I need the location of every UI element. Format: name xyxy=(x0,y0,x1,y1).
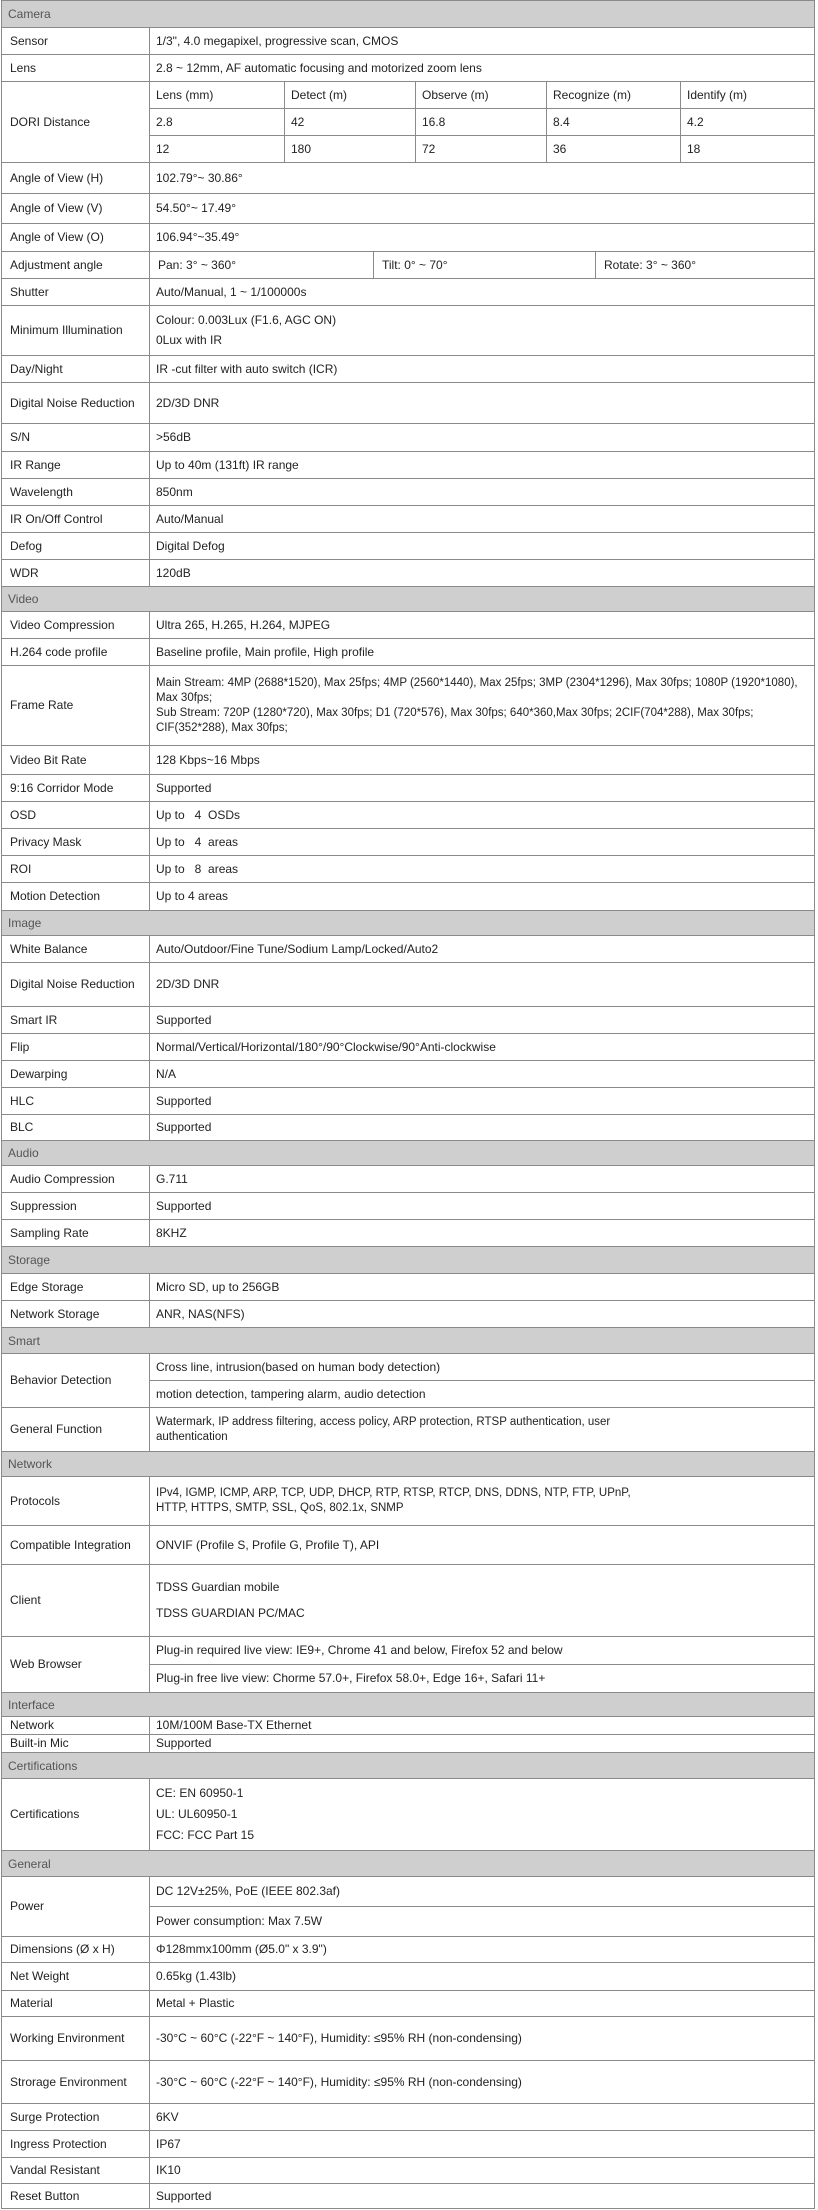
row-value: DC 12V±25%, PoE (IEEE 802.3af) xyxy=(156,1884,341,1898)
row-value: IK10 xyxy=(156,2163,181,2177)
row-value: Micro SD, up to 256GB xyxy=(156,1279,280,1294)
row-white-balance xyxy=(1,935,815,962)
dori-cell: 42 xyxy=(284,109,415,135)
row-label: ROI xyxy=(2,856,150,882)
row-network-storage xyxy=(1,1300,815,1327)
section-title: Storage xyxy=(8,1253,51,1267)
row-value: Up to 8 areas xyxy=(156,861,239,876)
row-label: Digital Noise Reduction xyxy=(2,383,150,423)
row-label: Angle of View (V) xyxy=(2,194,150,223)
row-label: IR Range xyxy=(2,452,150,478)
row-value: motion detection, tampering alarm, audio detection xyxy=(150,1380,814,1407)
row-value: 2D/3D DNR xyxy=(156,395,220,410)
row-label: 9:16 Corridor Mode xyxy=(2,775,150,801)
row-audio-compression xyxy=(1,1165,815,1192)
dori-header-row xyxy=(150,82,814,108)
row-label: S/N xyxy=(2,424,150,451)
row-privacy-mask xyxy=(1,828,815,855)
section-title: Network xyxy=(8,1457,53,1471)
row-roi xyxy=(1,855,815,882)
row-value: Supported xyxy=(156,2189,212,2203)
section-storage xyxy=(1,1246,815,1273)
row-value: 10M/100M Base-TX Ethernet xyxy=(156,1718,312,1732)
row-value: Supported xyxy=(156,780,212,795)
dori-cell: 2.8 xyxy=(156,115,173,129)
row-value: IP67 xyxy=(156,2136,181,2151)
row-value: 8KHZ xyxy=(156,1225,187,1240)
row-compatible-integration xyxy=(1,1525,815,1564)
row-sensor xyxy=(1,27,815,54)
row-client xyxy=(1,1564,815,1636)
section-title: Image xyxy=(8,916,42,930)
section-title: Video xyxy=(8,592,39,606)
row-label: Lens xyxy=(2,55,150,81)
row-label: Reset Button xyxy=(2,2184,150,2209)
row-label: Sensor xyxy=(2,28,150,54)
section-interface xyxy=(1,1692,815,1716)
row-label: Digital Noise Reduction xyxy=(2,963,150,1006)
row-osd xyxy=(1,801,815,828)
row-corridor-mode xyxy=(1,774,815,801)
row-label: Built-in Mic xyxy=(2,1735,150,1752)
dori-header: Lens (mm) xyxy=(156,88,214,102)
table-bottom-border xyxy=(1,2208,815,2209)
row-label: Motion Detection xyxy=(2,883,150,910)
row-shutter xyxy=(1,278,815,305)
dori-cell: 16.8 xyxy=(415,109,546,135)
adjust-tilt: Tilt: 0° ~ 70° xyxy=(373,252,595,278)
row-motion-detection xyxy=(1,882,815,910)
dori-cell: 18 xyxy=(680,136,814,162)
row-value: Supported xyxy=(156,1120,212,1134)
row-defog xyxy=(1,532,815,559)
dori-cell: 72 xyxy=(415,136,546,162)
row-value: Main Stream: 4MP (2688*1520), Max 25fps; 4MP (2560*1440), Max 25fps; 3MP (2304*1296), Max 30fps; 1080P (1920*1080), Max 30fps; Sub Stream: 720P (1280*720), Max 30fps; D1 (720*576), Max 30fps; 640*360,Max 30fps; 2CIF(704*288), Max 30fps; CIF(352*288), Max 30fps; xyxy=(156,676,798,734)
row-wavelength xyxy=(1,478,815,505)
dori-header: Recognize (m) xyxy=(546,82,680,108)
row-value: Supported xyxy=(156,1736,212,1750)
row-label: Strorage Environment xyxy=(2,2061,150,2103)
row-value: IPv4, IGMP, ICMP, ARP, TCP, UDP, DHCP, RTP, RTSP, RTCP, DNS, DDNS, NTP, FTP, UPnP, HTTP, HTTPS, SMTP, SSL, QoS, 802.1x, SNMP xyxy=(156,1487,631,1514)
dori-grid xyxy=(150,82,814,162)
row-label: IR On/Off Control xyxy=(2,506,150,532)
row-label: Day/Night xyxy=(2,356,150,382)
row-value: 2D/3D DNR xyxy=(156,977,220,991)
row-label: Sampling Rate xyxy=(2,1220,150,1246)
row-value: -30°C ~ 60°C (-22°F ~ 140°F), Humidity: ≤95% RH (non-condensing) xyxy=(156,2031,522,2045)
row-label: Material xyxy=(2,1991,150,2016)
section-title: Interface xyxy=(8,1697,55,1712)
section-camera xyxy=(1,0,815,27)
row-lens xyxy=(1,54,815,81)
row-h264-profile xyxy=(1,638,815,665)
row-wdr xyxy=(1,559,815,586)
row-label: Privacy Mask xyxy=(2,829,150,855)
row-dimensions xyxy=(1,1936,815,1962)
row-value: UL: UL60950-1 xyxy=(156,1807,238,1821)
row-label: Vandal Resistant xyxy=(2,2158,150,2183)
row-value: TDSS Guardian mobile xyxy=(156,1580,280,1595)
row-video-compression xyxy=(1,611,815,638)
row-value: 6KV xyxy=(156,2109,179,2124)
dori-row xyxy=(150,108,814,135)
row-value: 54.50°~ 17.49° xyxy=(156,201,236,215)
row-value: N/A xyxy=(156,1066,177,1081)
row-value: Up to 4 areas xyxy=(156,834,239,849)
row-label: Suppression xyxy=(2,1193,150,1219)
row-value: Plug-in free live view: Chorme 57.0+, Firefox 58.0+, Edge 16+, Safari 11+ xyxy=(150,1664,814,1692)
row-label: Angle of View (H) xyxy=(2,163,150,193)
row-value: CE: EN 60950-1 xyxy=(156,1786,244,1800)
row-label: Edge Storage xyxy=(2,1274,150,1300)
section-image xyxy=(1,910,815,935)
row-smart-ir xyxy=(1,1006,815,1033)
row-protocols xyxy=(1,1476,815,1525)
row-reset-button xyxy=(1,2183,815,2209)
row-vandal-resistant xyxy=(1,2157,815,2183)
dori-cell: 12 xyxy=(156,142,170,156)
row-label: Client xyxy=(2,1565,150,1636)
row-value: -30°C ~ 60°C (-22°F ~ 140°F), Humidity: ≤95% RH (non-condensing) xyxy=(156,2074,522,2089)
row-label: Dimensions (Ø x H) xyxy=(2,1937,150,1962)
row-value: Φ128mmx100mm (Ø5.0" x 3.9") xyxy=(156,1942,327,1956)
row-power xyxy=(1,1876,815,1936)
row-label: Web Browser xyxy=(2,1637,150,1692)
row-value: 0.65kg (1.43lb) xyxy=(156,1969,237,1983)
row-label: Protocols xyxy=(2,1477,150,1525)
row-value: 106.94°~35.49° xyxy=(156,230,240,244)
row-value: Auto/Manual xyxy=(156,511,224,526)
section-video xyxy=(1,586,815,611)
row-value: Cross line, intrusion(based on human body detection) xyxy=(156,1359,441,1374)
dori-cell: 180 xyxy=(284,136,415,162)
row-interface-network xyxy=(1,1716,815,1734)
row-label: OSD xyxy=(2,802,150,828)
row-material xyxy=(1,1990,815,2016)
row-label: White Balance xyxy=(2,936,150,962)
row-general-function xyxy=(1,1407,815,1451)
row-label: Audio Compression xyxy=(2,1166,150,1192)
row-ingress-protection xyxy=(1,2130,815,2157)
row-value: Ultra 265, H.265, H.264, MJPEG xyxy=(156,617,331,632)
row-dori-distance xyxy=(1,81,815,162)
row-sampling-rate xyxy=(1,1219,815,1246)
row-label: Wavelength xyxy=(2,479,150,505)
section-general xyxy=(1,1850,815,1876)
row-label: Video Bit Rate xyxy=(2,746,150,774)
row-value: TDSS GUARDIAN PC/MAC xyxy=(156,1605,305,1620)
row-value: 1/3", 4.0 megapixel, progressive scan, CMOS xyxy=(156,33,399,48)
row-label: Dewarping xyxy=(2,1061,150,1087)
adjust-rotate: Rotate: 3° ~ 360° xyxy=(595,252,814,278)
row-dewarping xyxy=(1,1060,815,1087)
row-value: Up to 40m (131ft) IR range xyxy=(156,457,299,472)
row-value: G.711 xyxy=(156,1171,188,1186)
row-angle-view-o xyxy=(1,223,815,251)
row-value: Up to 4 areas xyxy=(156,889,229,903)
row-label: Working Environment xyxy=(2,2017,150,2060)
row-value: Auto/Manual, 1 ~ 1/100000s xyxy=(156,284,307,299)
row-value: 0Lux with IR xyxy=(156,332,223,347)
section-network xyxy=(1,1451,815,1476)
row-behavior-detection xyxy=(1,1353,815,1407)
row-label: Angle of View (O) xyxy=(2,224,150,251)
row-value: Metal + Plastic xyxy=(156,1996,235,2010)
row-storage-environment xyxy=(1,2060,815,2103)
row-label: Net Weight xyxy=(2,1963,150,1990)
row-suppression xyxy=(1,1192,815,1219)
row-value: Supported xyxy=(156,1093,212,1108)
row-label: Behavior Detection xyxy=(2,1354,150,1407)
row-label: Network xyxy=(2,1717,150,1734)
row-label: Adjustment angle xyxy=(2,252,150,278)
row-value: 120dB xyxy=(156,565,191,580)
section-title: Certifications xyxy=(8,1758,78,1773)
row-value: Colour: 0.003Lux (F1.6, AGC ON) xyxy=(156,313,337,328)
row-value: Plug-in required live view: IE9+, Chrome 41 and below, Firefox 52 and below xyxy=(156,1643,563,1657)
row-value: 850nm xyxy=(156,484,193,499)
row-value: FCC: FCC Part 15 xyxy=(156,1828,255,1842)
row-label: Network Storage xyxy=(2,1301,150,1327)
row-builtin-mic xyxy=(1,1734,815,1752)
row-label: Frame Rate xyxy=(2,666,150,745)
row-value: Normal/Vertical/Horizontal/180°/90°Clockwise/90°Anti-clockwise xyxy=(156,1039,496,1054)
row-ir-control xyxy=(1,505,815,532)
row-value: Supported xyxy=(156,1012,212,1027)
row-value: 2.8 ~ 12mm, AF automatic focusing and motorized zoom lens xyxy=(156,60,482,75)
section-certifications xyxy=(1,1752,815,1778)
row-label: Ingress Protection xyxy=(2,2131,150,2157)
section-title: General xyxy=(8,1856,51,1871)
row-hlc xyxy=(1,1087,815,1114)
row-value: Digital Defog xyxy=(156,538,225,553)
row-label: Video Compression xyxy=(2,612,150,638)
row-value: ONVIF (Profile S, Profile G, Profile T), API xyxy=(156,1537,380,1552)
row-label: Flip xyxy=(2,1034,150,1060)
row-min-illumination xyxy=(1,305,815,355)
row-label: Compatible Integration xyxy=(2,1526,150,1564)
row-surge-protection xyxy=(1,2103,815,2130)
row-label: Shutter xyxy=(2,279,150,305)
row-label: H.264 code profile xyxy=(2,639,150,665)
row-angle-view-h xyxy=(1,162,815,193)
section-smart xyxy=(1,1327,815,1353)
row-day-night xyxy=(1,355,815,382)
row-image-dnr xyxy=(1,962,815,1006)
row-value: Up to 4 OSDs xyxy=(156,807,241,822)
spec-table xyxy=(1,0,817,2210)
row-value: 128 Kbps~16 Mbps xyxy=(156,752,260,767)
section-audio xyxy=(1,1140,815,1165)
row-label: HLC xyxy=(2,1088,150,1114)
row-label: Defog xyxy=(2,533,150,559)
section-title: Audio xyxy=(8,1146,39,1160)
row-value: ANR, NAS(NFS) xyxy=(156,1306,245,1321)
row-flip xyxy=(1,1033,815,1060)
row-label: DORI Distance xyxy=(2,82,150,162)
row-label: BLC xyxy=(2,1115,150,1140)
dori-cell: 36 xyxy=(546,136,680,162)
row-adjustment-angle xyxy=(1,251,815,278)
adjust-pan: Pan: 3° ~ 360° xyxy=(158,258,236,272)
row-value: Supported xyxy=(156,1198,212,1213)
row-label: WDR xyxy=(2,560,150,586)
dori-cell: 8.4 xyxy=(546,109,680,135)
row-sn xyxy=(1,423,815,451)
row-value: 102.79°~ 30.86° xyxy=(156,170,243,185)
row-label: Minimum Illumination xyxy=(2,306,150,355)
row-label: General Function xyxy=(2,1408,150,1451)
dori-header: Identify (m) xyxy=(680,82,814,108)
dori-header: Observe (m) xyxy=(415,82,546,108)
row-label: Certifications xyxy=(2,1779,150,1850)
section-title: Camera xyxy=(8,7,51,21)
row-video-bitrate xyxy=(1,745,815,774)
row-edge-storage xyxy=(1,1273,815,1300)
row-frame-rate xyxy=(1,665,815,745)
row-web-browser xyxy=(1,1636,815,1692)
row-label: Power xyxy=(2,1877,150,1936)
row-certifications xyxy=(1,1778,815,1850)
section-title: Smart xyxy=(8,1333,41,1348)
row-value: Watermark, IP address filtering, access policy, ARP protection, RTSP authentication, user authentication xyxy=(156,1415,611,1443)
row-label: Smart IR xyxy=(2,1007,150,1033)
row-working-environment xyxy=(1,2016,815,2060)
dori-row xyxy=(150,135,814,162)
row-value: Power consumption: Max 7.5W xyxy=(150,1906,814,1936)
row-value: Baseline profile, Main profile, High profile xyxy=(156,644,375,659)
dori-cell: 4.2 xyxy=(680,109,814,135)
dori-header: Detect (m) xyxy=(284,82,415,108)
row-net-weight xyxy=(1,1962,815,1990)
row-blc xyxy=(1,1114,815,1140)
row-angle-view-v xyxy=(1,193,815,223)
row-value: Auto/Outdoor/Fine Tune/Sodium Lamp/Locked/Auto2 xyxy=(156,941,439,956)
row-value: >56dB xyxy=(156,430,192,444)
row-ir-range xyxy=(1,451,815,478)
row-value: IR -cut filter with auto switch (ICR) xyxy=(156,361,338,376)
row-label: Surge Protection xyxy=(2,2104,150,2130)
row-digital-noise-reduction xyxy=(1,382,815,423)
